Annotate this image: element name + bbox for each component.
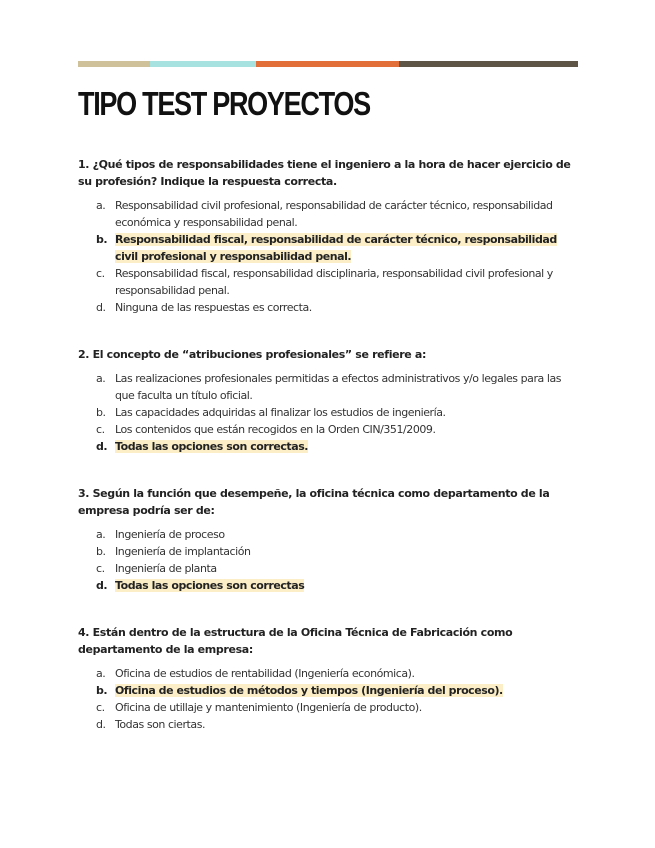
- color-bar-segment: [399, 61, 578, 67]
- question-4: [78, 624, 578, 733]
- option-text: Ingeniería de planta: [115, 562, 217, 575]
- option-a: [78, 665, 578, 682]
- question-text: 3. Según la función que desempeñe, la oficina técnica como departamento de la empresa podría ser de:: [78, 487, 550, 517]
- options-list: [78, 526, 578, 594]
- option-text: Oficina de estudios de rentabilidad (Ingeniería económica).: [115, 667, 415, 680]
- option-letter: b.: [96, 233, 108, 246]
- option-letter: a.: [96, 528, 106, 541]
- color-bar-segment: [256, 61, 399, 67]
- option-text: Responsabilidad civil profesional, responsabilidad de carácter técnico, responsabilidad económica y responsabilidad penal.: [115, 199, 553, 229]
- document-page: [78, 61, 578, 733]
- option-d: [78, 716, 578, 733]
- option-text-highlighted: Oficina de estudios de métodos y tiempos (Ingeniería del proceso).: [115, 684, 503, 697]
- question-2: [78, 346, 578, 455]
- option-text-highlighted: Responsabilidad fiscal, responsabilidad de carácter técnico, responsabilidad civil profesional y responsabilidad penal.: [115, 233, 557, 263]
- color-bar-segment: [78, 61, 150, 67]
- option-text: Ingeniería de proceso: [115, 528, 225, 541]
- option-text: Ninguna de las respuestas es correcta.: [115, 301, 312, 314]
- option-letter: b.: [96, 406, 106, 419]
- options-list: [78, 370, 578, 455]
- option-letter: a.: [96, 199, 106, 212]
- option-letter: b.: [96, 684, 108, 697]
- option-letter: d.: [96, 579, 108, 592]
- options-list: [78, 665, 578, 733]
- option-letter: d.: [96, 718, 106, 731]
- option-text: Las realizaciones profesionales permitidas a efectos administrativos y/o legales para las que faculta un título oficial.: [115, 372, 562, 402]
- option-text: Todas son ciertas.: [115, 718, 206, 731]
- option-b-correct: [78, 231, 578, 265]
- option-text: Las capacidades adquiridas al finalizar los estudios de ingeniería.: [115, 406, 446, 419]
- option-letter: d.: [96, 301, 106, 314]
- option-text: Los contenidos que están recogidos en la Orden CIN/351/2009.: [115, 423, 436, 436]
- page-title: TIPO TEST PROYECTOS: [78, 85, 370, 122]
- option-text: Responsabilidad fiscal, responsabilidad disciplinaria, responsabilidad civil profesional y responsabilidad penal.: [115, 267, 553, 297]
- question-text: 2. El concepto de “atribuciones profesionales” se refiere a:: [78, 348, 427, 361]
- question-1: [78, 156, 578, 316]
- option-c: [78, 265, 578, 299]
- option-text: Oficina de utillaje y mantenimiento (Ingeniería de producto).: [115, 701, 422, 714]
- option-c: [78, 699, 578, 716]
- option-b: [78, 543, 578, 560]
- option-c: [78, 560, 578, 577]
- option-letter: d.: [96, 440, 108, 453]
- options-list: [78, 197, 578, 316]
- option-a: [78, 526, 578, 543]
- option-d-correct: [78, 438, 578, 455]
- option-letter: a.: [96, 667, 106, 680]
- option-letter: c.: [96, 562, 105, 575]
- option-text: Ingeniería de implantación: [115, 545, 251, 558]
- option-d: [78, 299, 578, 316]
- option-c: [78, 421, 578, 438]
- question-text: 1. ¿Qué tipos de responsabilidades tiene el ingeniero a la hora de hacer ejercicio de su profesión? Indique la respuesta correcta.: [78, 158, 571, 188]
- option-letter: a.: [96, 372, 106, 385]
- option-letter: b.: [96, 545, 106, 558]
- option-letter: c.: [96, 423, 105, 436]
- decorative-color-bar: [78, 61, 578, 67]
- option-d-correct: [78, 577, 578, 594]
- question-text: 4. Están dentro de la estructura de la Oficina Técnica de Fabricación como departamento de la empresa:: [78, 626, 513, 656]
- option-b-correct: [78, 682, 578, 699]
- option-text-highlighted: Todas las opciones son correctas.: [115, 440, 309, 453]
- color-bar-segment: [150, 61, 256, 67]
- option-text-highlighted: Todas las opciones son correctas: [115, 579, 305, 592]
- option-a: [78, 370, 578, 404]
- option-a: [78, 197, 578, 231]
- option-b: [78, 404, 578, 421]
- option-letter: c.: [96, 701, 105, 714]
- option-letter: c.: [96, 267, 105, 280]
- question-3: [78, 485, 578, 594]
